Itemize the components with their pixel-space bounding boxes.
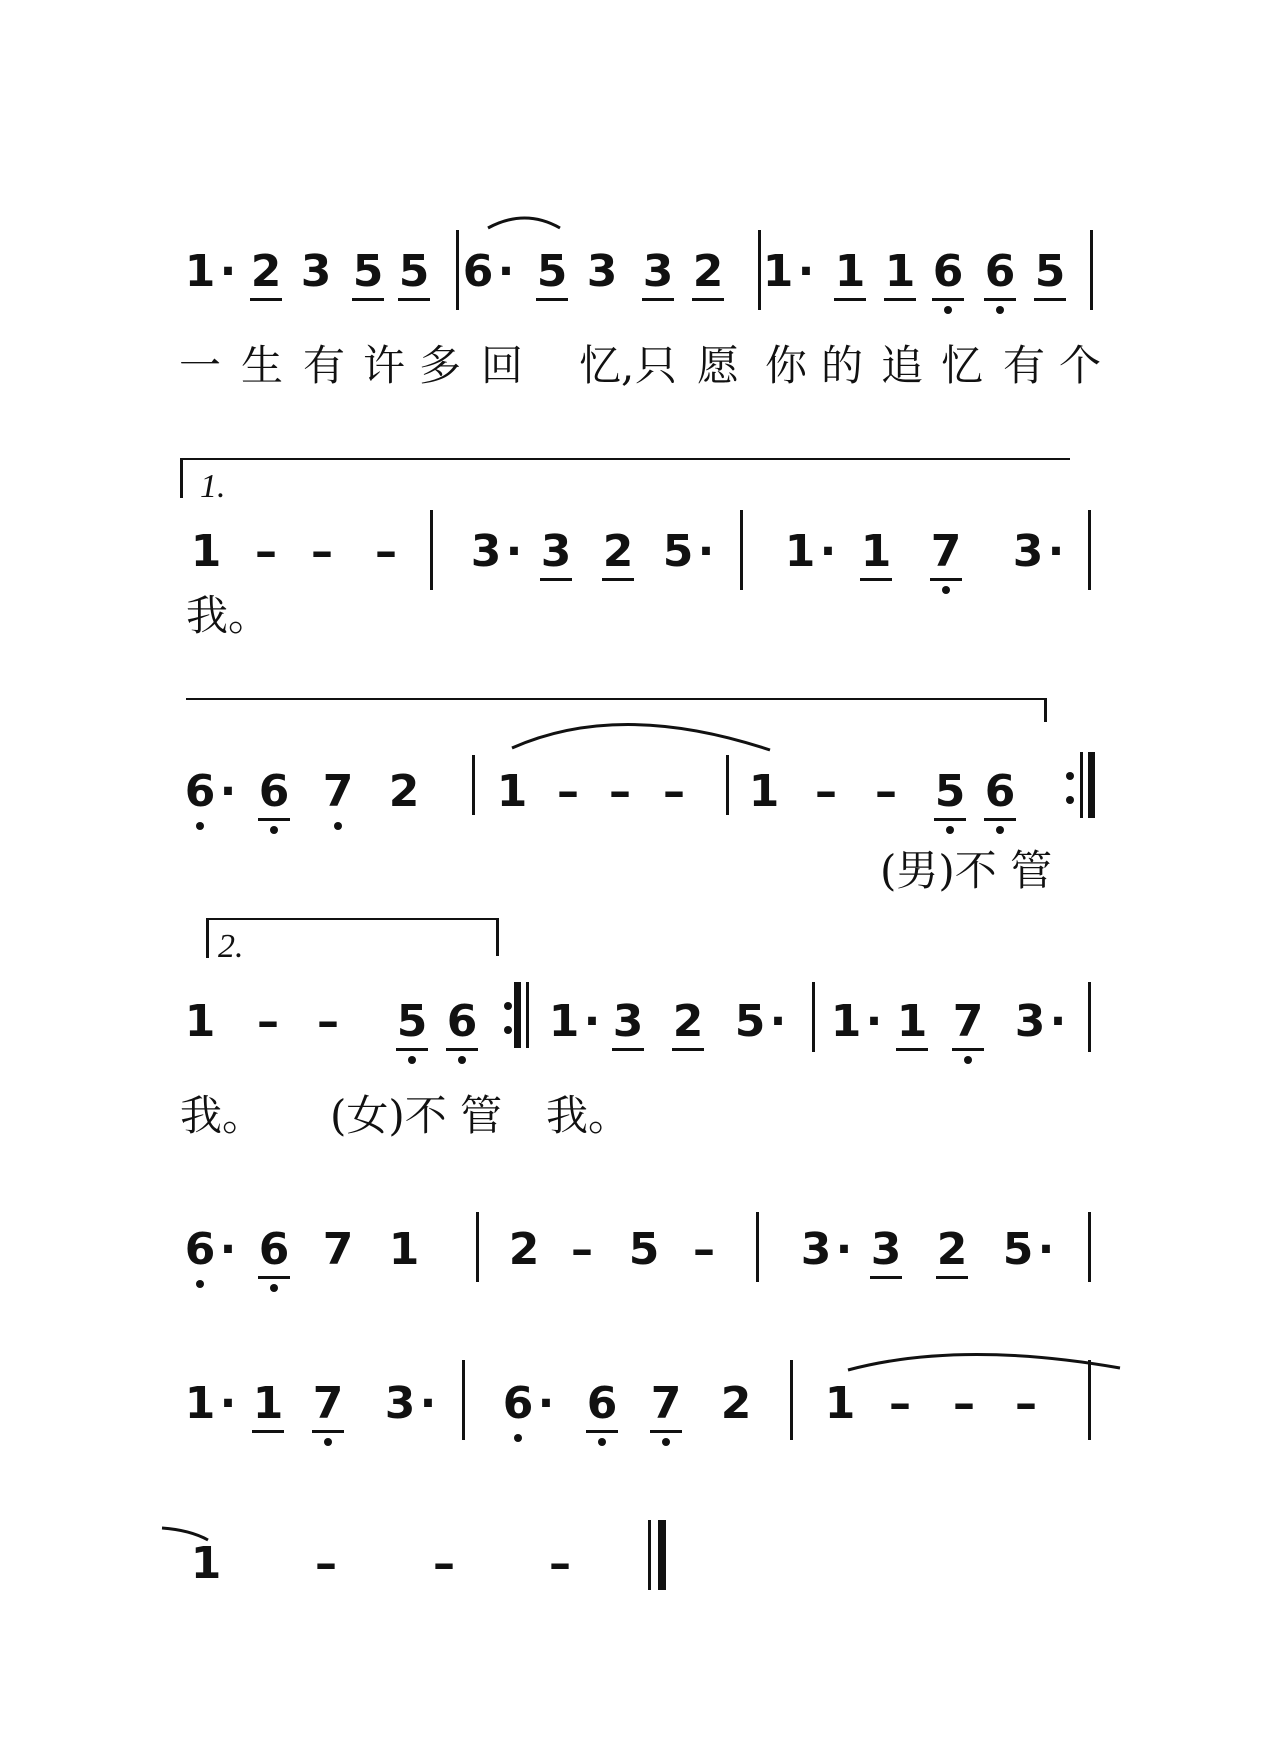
low-octave-dot (964, 1056, 972, 1064)
lyric: 生 (241, 341, 284, 390)
barline (514, 982, 521, 1048)
barline (1088, 752, 1095, 818)
underline (396, 1048, 428, 1051)
note: · (1047, 526, 1065, 577)
note: 6 (502, 1378, 534, 1429)
underline (398, 298, 430, 301)
ending-1-label: 1. (200, 468, 226, 505)
lyric: 只 (635, 341, 678, 390)
note: 1 (184, 996, 216, 1047)
underline (884, 298, 916, 301)
barline (456, 230, 459, 310)
note: · (219, 766, 237, 817)
note: · (865, 996, 883, 1047)
underline (612, 1048, 644, 1051)
note: – (311, 526, 333, 577)
note: – (693, 1224, 715, 1275)
underline (1034, 298, 1066, 301)
note: – (663, 766, 685, 817)
note: – (875, 766, 897, 817)
note: 5 (934, 766, 966, 817)
lyric: 一 (179, 341, 222, 390)
note: 5 (352, 246, 384, 297)
note: 7 (312, 1378, 344, 1429)
note: – (317, 996, 339, 1047)
low-octave-dot (196, 1280, 204, 1288)
note: 5 (628, 1224, 660, 1275)
ending-2-bracket-hook (206, 918, 209, 958)
underline (860, 578, 892, 581)
note: 3 (470, 526, 502, 577)
note: 6 (258, 766, 290, 817)
barline (1088, 510, 1091, 590)
note: – (257, 996, 279, 1047)
note: · (505, 526, 523, 577)
note: 7 (930, 526, 962, 577)
note: – (315, 1538, 337, 1589)
note: 6 (184, 1224, 216, 1275)
note: – (549, 1538, 571, 1589)
note: 1 (252, 1378, 284, 1429)
lyric: 我。 (186, 591, 271, 640)
low-octave-dot (598, 1438, 606, 1446)
note: 1 (762, 246, 794, 297)
note: 6 (984, 766, 1016, 817)
note: 7 (952, 996, 984, 1047)
barline (1088, 982, 1091, 1052)
low-octave-dot (996, 826, 1004, 834)
barline (1080, 752, 1083, 818)
note: · (797, 246, 815, 297)
note: 1 (190, 526, 222, 577)
low-octave-dot (514, 1434, 522, 1442)
underline (602, 578, 634, 581)
lyric: 我。 (546, 1091, 631, 1140)
lyric: 许 (363, 341, 406, 390)
note: 7 (322, 766, 354, 817)
barline (526, 982, 529, 1048)
ending-2-bracket (206, 918, 496, 920)
repeat-dot (504, 1026, 512, 1034)
barline (1088, 1360, 1091, 1440)
note: 1 (824, 1378, 856, 1429)
underline (250, 298, 282, 301)
barline (726, 755, 729, 815)
note: – (433, 1538, 455, 1589)
low-octave-dot (408, 1056, 416, 1064)
note: – (557, 766, 579, 817)
note: 1 (184, 246, 216, 297)
note: 5 (536, 246, 568, 297)
note: 2 (388, 766, 420, 817)
low-octave-dot (996, 306, 1004, 314)
note: · (219, 1378, 237, 1429)
note: 3 (870, 1224, 902, 1275)
underline (932, 298, 964, 301)
barline (756, 1212, 759, 1282)
lyric: 我。 (180, 1091, 265, 1140)
note: · (819, 526, 837, 577)
lyric: 愿 (697, 341, 740, 390)
ending-1-bracket-hook (180, 458, 183, 498)
underline (252, 1430, 284, 1433)
slur-line3 (512, 724, 770, 750)
note: 3 (1014, 996, 1046, 1047)
note: 3 (612, 996, 644, 1047)
note: 3 (540, 526, 572, 577)
underline (934, 818, 966, 821)
low-octave-dot (942, 586, 950, 594)
note: – (815, 766, 837, 817)
lyric: (男)不 管 (880, 846, 1053, 895)
note: · (1037, 1224, 1055, 1275)
lyric: 有 (303, 341, 346, 390)
note: – (375, 526, 397, 577)
note: – (571, 1224, 593, 1275)
note: · (219, 246, 237, 297)
barline (658, 1520, 666, 1590)
barline (430, 510, 433, 590)
note: · (219, 1224, 237, 1275)
note: 1 (748, 766, 780, 817)
note: 1 (548, 996, 580, 1047)
ending-2-bracket-end (496, 918, 499, 956)
note: 1 (884, 246, 916, 297)
lyric: 多 (419, 341, 462, 390)
note: 3 (800, 1224, 832, 1275)
note: – (953, 1378, 975, 1429)
note: 3 (642, 246, 674, 297)
barline (758, 230, 761, 310)
low-octave-dot (270, 1284, 278, 1292)
underline (258, 818, 290, 821)
note: 6 (184, 766, 216, 817)
repeat-dot (1066, 772, 1074, 780)
ending-1-bracket-cont (186, 698, 1046, 700)
barline (790, 1360, 793, 1440)
underline (446, 1048, 478, 1051)
note: 1 (860, 526, 892, 577)
ending-1-bracket-end (1044, 698, 1047, 722)
barline (1088, 1212, 1091, 1282)
underline (896, 1048, 928, 1051)
note: – (889, 1378, 911, 1429)
note: 3 (300, 246, 332, 297)
slur-line6 (848, 1354, 1120, 1370)
low-octave-dot (324, 1438, 332, 1446)
low-octave-dot (662, 1438, 670, 1446)
note: · (419, 1378, 437, 1429)
note: 1 (184, 1378, 216, 1429)
underline (936, 1276, 968, 1279)
underline (834, 298, 866, 301)
note: · (537, 1378, 555, 1429)
note: 6 (586, 1378, 618, 1429)
barline (472, 755, 475, 815)
note: · (583, 996, 601, 1047)
barline (1090, 230, 1093, 310)
underline (650, 1430, 682, 1433)
underline (984, 818, 1016, 821)
note: · (697, 526, 715, 577)
note: 5 (396, 996, 428, 1047)
note: 1 (388, 1224, 420, 1275)
underline (540, 578, 572, 581)
underline (352, 298, 384, 301)
note: 3 (586, 246, 618, 297)
note: 1 (496, 766, 528, 817)
underline (930, 578, 962, 581)
barline (812, 982, 815, 1052)
note: 2 (602, 526, 634, 577)
note: – (255, 526, 277, 577)
lyric: 你 (765, 341, 808, 390)
underline (672, 1048, 704, 1051)
note: 7 (322, 1224, 354, 1275)
note: · (769, 996, 787, 1047)
repeat-dot (1066, 796, 1074, 804)
note: 7 (650, 1378, 682, 1429)
underline (952, 1048, 984, 1051)
underline (692, 298, 724, 301)
underline (642, 298, 674, 301)
note: 5 (662, 526, 694, 577)
low-octave-dot (196, 822, 204, 830)
note: – (1015, 1378, 1037, 1429)
underline (258, 1276, 290, 1279)
note: 1 (190, 1538, 222, 1589)
note: 5 (1002, 1224, 1034, 1275)
note: 2 (720, 1378, 752, 1429)
note: 1 (830, 996, 862, 1047)
low-octave-dot (458, 1056, 466, 1064)
lyric: 回 (481, 341, 524, 390)
barline (476, 1212, 479, 1282)
low-octave-dot (944, 306, 952, 314)
underline (586, 1430, 618, 1433)
ending-1-bracket (180, 458, 1070, 460)
note: 2 (508, 1224, 540, 1275)
lyric: 追 (881, 341, 924, 390)
note: 3 (384, 1378, 416, 1429)
note: 3 (1012, 526, 1044, 577)
underline (984, 298, 1016, 301)
slur-line1 (488, 218, 560, 228)
barline (740, 510, 743, 590)
underline (536, 298, 568, 301)
note: 6 (984, 246, 1016, 297)
note: 6 (446, 996, 478, 1047)
note: · (835, 1224, 853, 1275)
lyric: 有 (1003, 341, 1046, 390)
note: 1 (834, 246, 866, 297)
note: 5 (1034, 246, 1066, 297)
low-octave-dot (946, 826, 954, 834)
note: 5 (734, 996, 766, 1047)
note: · (1049, 996, 1067, 1047)
note: 2 (936, 1224, 968, 1275)
low-octave-dot (334, 822, 342, 830)
lyric: 的 (821, 341, 864, 390)
ending-2-label: 2. (218, 928, 244, 965)
lyric: (女)不 管 (330, 1091, 503, 1140)
note: 6 (462, 246, 494, 297)
note: · (497, 246, 515, 297)
note: – (609, 766, 631, 817)
note: 2 (692, 246, 724, 297)
underline (312, 1430, 344, 1433)
low-octave-dot (270, 826, 278, 834)
note: 6 (258, 1224, 290, 1275)
underline (870, 1276, 902, 1279)
lyric: 忆, (579, 341, 635, 390)
note: 1 (784, 526, 816, 577)
note: 6 (932, 246, 964, 297)
note: 5 (398, 246, 430, 297)
lyric: 个 (1059, 341, 1102, 390)
note: 1 (896, 996, 928, 1047)
note: 2 (672, 996, 704, 1047)
repeat-dot (504, 1002, 512, 1010)
note: 2 (250, 246, 282, 297)
barline (648, 1520, 651, 1590)
lyric: 忆 (941, 341, 984, 390)
barline (462, 1360, 465, 1440)
